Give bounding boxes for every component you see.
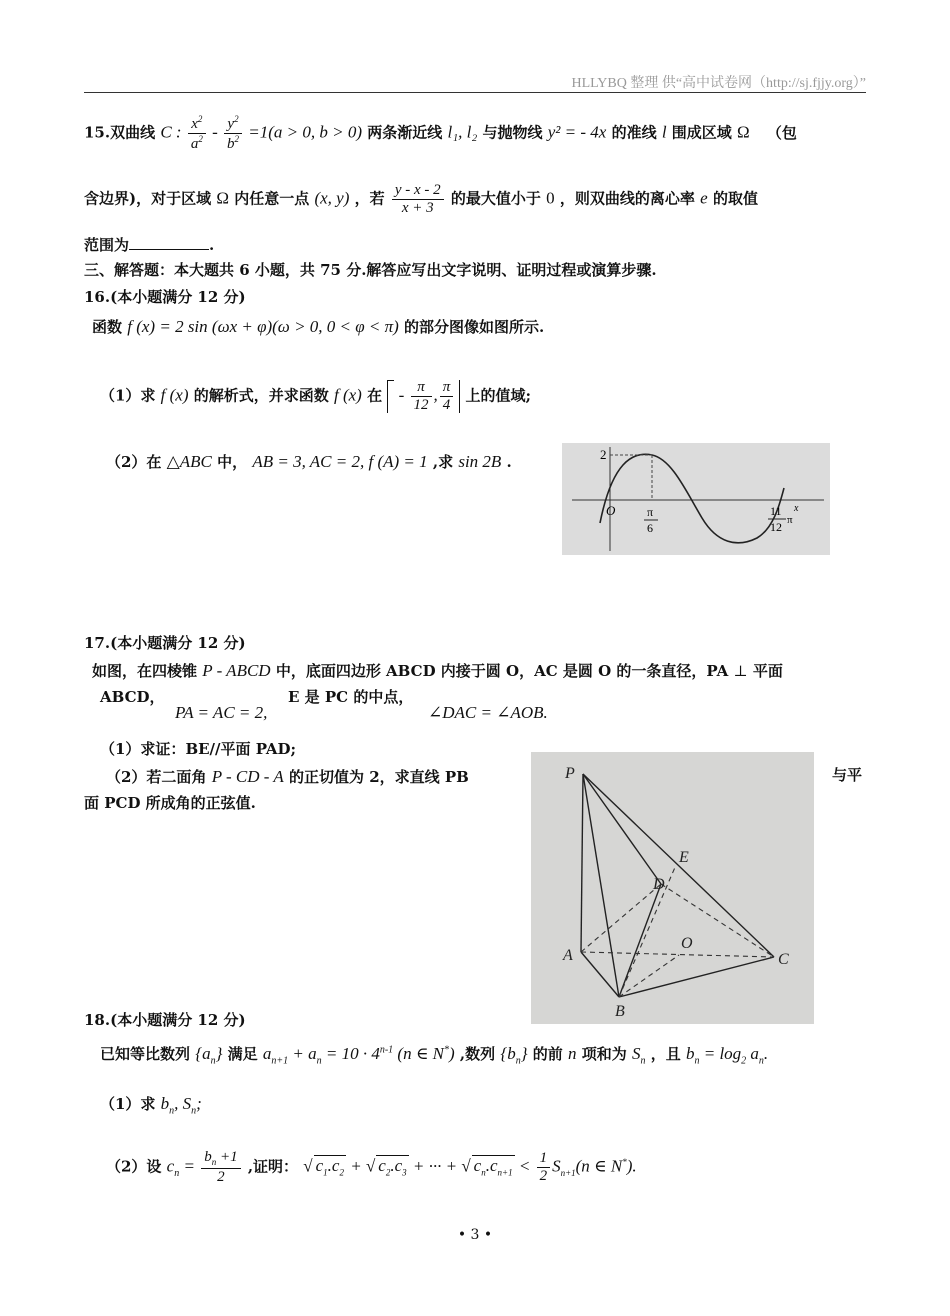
q18-recurrence: $a_{n+1} + a_n = 10 \cdot 4^{n-1}$ (n ∈ N*) [262,1044,455,1067]
q16-text: ,求 [432,453,454,471]
q18-title: 18.(本小题满分 12 分) [84,1011,246,1029]
q15-text: . [209,236,215,254]
q16-text: 的部分图像如图所示. [404,318,545,336]
q15-text: 内任意一点 [234,189,310,208]
q15-text: 15.双曲线 [84,123,156,142]
q17-pyramid: P - ABCD [202,661,271,680]
q17-text: 的正切值为 2，求直线 PB [289,768,469,786]
q15-directrix: l [661,122,667,142]
q15-text: ，若 [354,189,385,208]
sine-curve [600,454,784,543]
q18-seq-a: $\{a_n\}$ [195,1044,223,1067]
q18-cn-def: $c_n$ = $\frac{b_n +1}{2}$ [167,1150,243,1185]
pyramid-svg [531,752,814,1024]
q15-text: 的最大值小于 [450,189,541,208]
q15-omega: Ω [216,188,229,208]
edge-pa [581,774,583,952]
q15-text: 围成区域 [671,123,732,142]
q16-fx: f (x) [334,385,362,405]
header-rule [84,92,866,93]
q15-omega: Ω [737,122,750,142]
q18-text: ，且 [650,1045,681,1063]
q15-zero: 0 [546,188,555,208]
page-header: HLLYBQ 整理 供“高中试卷网（http://sj.fjjy.org）” [571,76,866,91]
tick-11pi12-den: 12 [770,520,782,534]
q16-title: 16.(本小题满分 12 分) [84,288,246,306]
q18-line1 [100,1045,768,1066]
tick-11pi12-num: 11 [770,504,782,518]
y-label-2: 2 [600,447,607,462]
q15-hyperbola-formula: C : $\frac{x^2}{a^2}$ - $\frac{y^2}{b^2}$ =1(a > 0, b > 0) [160,114,363,152]
q17-part2 [106,768,469,785]
label-b: B [615,1003,625,1020]
q18-text: ,数列 [459,1045,496,1063]
label-d: D [653,876,665,893]
label-c: C [778,951,789,968]
q16-text: （2）在 [106,453,162,471]
q15-text: 含边界)，对于区域 [84,189,212,208]
q17-line2 [100,690,165,705]
q18-log: $b_n = \log_2 a_n$. [685,1044,769,1067]
q17-part1: （1）求证：BE//平面 PAD; [100,740,297,758]
dashed-dc [661,884,774,957]
label-e: E [679,849,689,866]
q16-conditions: AB = 3, AC = 2, f (A) = 1 [252,452,428,471]
q18-text: 已知等比数列 [100,1045,191,1063]
q17-text: 中，底面四边形 ABCD 内接于圆 O，AC 是圆 O 的一条直径，PA [275,662,729,680]
q16-text: 上的值域; [465,386,532,405]
q18-text: （1）求 [100,1095,156,1113]
q16-function: f (x) = 2 sin (ωx + φ)(ω > 0, 0 < φ < π) [127,317,399,336]
q16-part2 [106,453,512,470]
dashed-be [619,865,676,997]
x-axis-label: x [794,503,799,514]
q17-angle-eq: ∠DAC = ∠AOB. [428,703,548,722]
q16-text: 的解析式，并求函数 [193,386,329,405]
q18-text: ,证明： [247,1157,299,1176]
q15-line3 [84,235,214,253]
q15-text: 的准线 [611,123,657,142]
q18-part1 [100,1095,202,1116]
q17-pyramid-figure [531,752,814,1024]
q16-text: 在 [367,386,383,405]
answer-blank [129,235,209,250]
q18-bn-sn: $b_n$, $S_n$; [160,1094,202,1117]
section-three-heading: 三、解答题：本大题共 6 小题，共 75 分.解答应写出文字说明、证明过程或演算步骤. [84,261,657,279]
sine-graph-svg [562,443,830,555]
q18-seq-b: $\{b_n\}$ [500,1044,528,1067]
q17-text: 如图，在四棱锥 [92,662,198,680]
q15-text: （包 [766,123,797,142]
q15-text: ，则双曲线的离心率 [559,189,695,208]
tick-pi6-den: 6 [647,521,653,535]
q17-line2-angle [428,704,548,721]
q15-lines: l₁, l₂ [447,122,478,142]
q18-n: n [568,1044,577,1063]
q17-dihedral: P - CD - A [211,767,284,786]
q18-text: （2）设 [106,1157,162,1176]
q17-text: 平面 [752,662,783,680]
edge-pb [583,774,619,997]
q16-stem [92,318,544,335]
origin-label: O [606,503,616,518]
q17-part2-c: 与平 [832,766,863,784]
q17-line1 [92,662,783,679]
q15-eccentricity: e [700,188,708,208]
q15-point: (x, y) [314,188,350,208]
q18-sn: $S_n$ [631,1044,646,1067]
edge-bc [619,957,774,997]
q15-parabola: y² = - 4x [547,122,607,142]
q15-text: 两条渐近线 [367,123,443,142]
edge-bd [619,884,661,997]
label-a: A [563,947,573,964]
q16-interval: - $\frac{\pi}{12}$ , $\frac{\pi}{4}$ [387,380,460,413]
q17-part2-d: 面 PCD 所成角的正弦值. [84,794,256,812]
q17-line2-eq [175,704,267,721]
q16-text: . [506,453,512,471]
q18-part2 [106,1150,637,1185]
q15-text: 与抛物线 [482,123,543,142]
q17-text: ABCD， [100,688,165,706]
page-number: • 3 • [457,1227,493,1243]
q17-perp: ⊥ [733,662,748,680]
edge-pd [583,774,661,884]
q15-text: 的取值 [712,189,758,208]
q18-text: 项和为 [581,1045,627,1063]
dashed-ac [581,952,774,957]
q17-line2-b [288,690,413,705]
q16-text: （1）求 [100,386,156,405]
tick-pi6-num: π [647,505,654,519]
q17-pa-ac: PA = AC = 2, [175,703,268,722]
q18-inequality: √ $c_1.c_2$ + √ $c_2.c_3$ + ··· + √ $c_n.c_{n+1}$ < $\frac{1}{2}$ $S_{n+1}(n$ ∈ N*). [303,1150,637,1184]
q15-line1 [84,115,797,152]
q17-text: （2）若二面角 [106,768,207,786]
q18-text: 的前 [532,1045,563,1063]
q15-text: 范围为 [84,236,130,254]
tick-11pi12-pi: π [787,514,793,526]
q16-text: 函数 [92,318,123,336]
q18-text: 满足 [227,1045,258,1063]
q16-part1 [100,380,531,413]
q15-fraction: $\frac{y - x - 2}{x + 3}$ [392,183,444,216]
q15-line2 [84,183,758,216]
q17-title: 17.(本小题满分 12 分) [84,634,246,652]
q16-triangle: △ABC [166,452,212,471]
label-o: O [681,935,693,952]
q16-text: 中， [217,453,248,471]
q16-fx: f (x) [160,385,189,405]
q16-sin2b: sin 2B [458,452,502,471]
label-p: P [565,765,575,782]
q16-sine-graph [562,443,830,555]
q17-text: E 是 PC 的中点， [288,688,414,706]
